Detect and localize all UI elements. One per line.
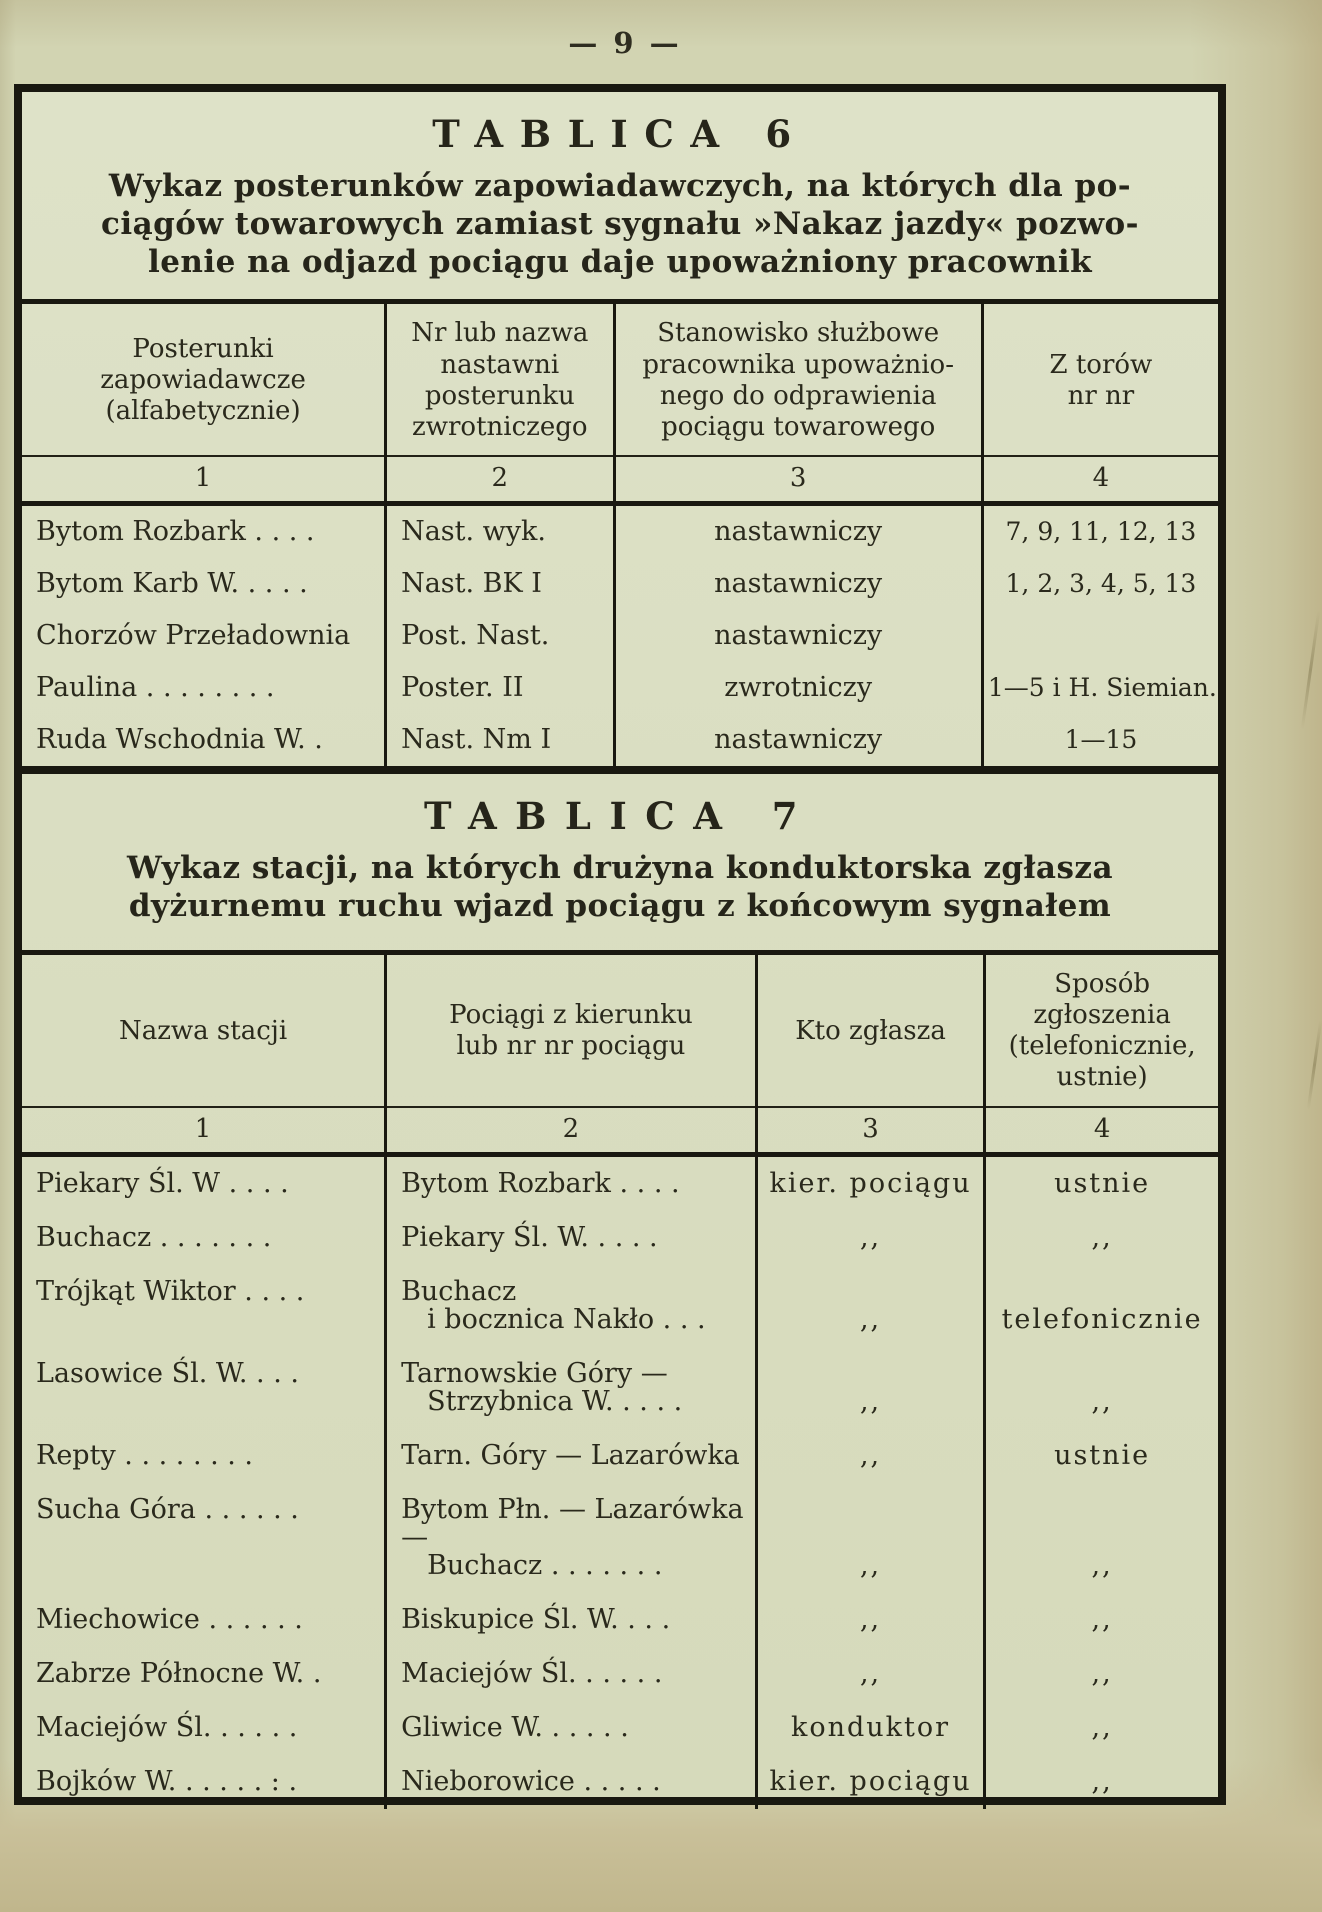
kto-zglasza-cell: kier. pociągu xyxy=(756,1154,984,1211)
sposob-cell: ustnie xyxy=(1054,1167,1151,1199)
paper-crease xyxy=(1307,1020,1322,1110)
table6-row xyxy=(22,714,1218,770)
table6-row xyxy=(22,558,1218,610)
sposob-cell: ,, xyxy=(1091,1385,1113,1417)
stacja-cell: Sucha Góra . . . . . . xyxy=(22,1483,386,1593)
sposob-cell: ,, xyxy=(1091,1765,1113,1797)
pociagi-cell: Tarnowskie Góry — Strzybnica W. . . . . xyxy=(386,1347,757,1429)
tory-cell: 7, 9, 11, 12, 13 xyxy=(1005,517,1197,547)
table7-row xyxy=(22,1483,1218,1593)
table7-subtitle-line: dyżurnemu ruchu wjazd pociągu z końcowym sygnałem xyxy=(128,888,1112,924)
table6-subtitle-line: lenie na odjazd pociągu daje upoważniony pracownik xyxy=(147,243,1093,280)
nastawnia-cell: Poster. II xyxy=(386,662,614,714)
document-frame xyxy=(14,84,1226,1805)
pociagi-cell: Nieborowice . . . . . xyxy=(386,1755,757,1809)
table6 xyxy=(22,299,1218,774)
table6-row xyxy=(22,662,1218,714)
sposob-cell: ,, xyxy=(1091,1603,1113,1635)
pociagi-cell: Tarn. Góry — Lazarówka xyxy=(386,1429,757,1483)
kto-zglasza-cell: ,, xyxy=(756,1593,984,1647)
table6-header-posterunki: Posterunki zapowiadawcze (alfabetycznie) xyxy=(22,302,386,456)
table7-row xyxy=(22,1701,1218,1755)
table6-title: TABLICA 6 xyxy=(432,112,808,156)
stacja-cell: Lasowice Śl. W. . . . xyxy=(22,1347,386,1429)
table7-header-kto: Kto zgłasza xyxy=(756,952,984,1106)
table7-row xyxy=(22,1265,1218,1347)
sposob-cell: ,, xyxy=(1091,1657,1113,1689)
sposob-cell: ,, xyxy=(1091,1221,1113,1253)
stacja-cell: Miechowice . . . . . . xyxy=(22,1593,386,1647)
kto-zglasza-cell: kier. pociągu xyxy=(756,1755,984,1809)
stanowisko-cell: nastawniczy xyxy=(614,504,982,559)
posterunek-cell: Bytom Rozbark . . . . xyxy=(22,504,386,559)
pociagi-cell: Bytom Rozbark . . . . xyxy=(386,1154,757,1211)
table7-subtitle xyxy=(22,850,1218,926)
pociagi-cell: Gliwice W. . . . . . xyxy=(386,1701,757,1755)
stanowisko-cell: nastawniczy xyxy=(614,610,982,662)
stacja-cell: Bojków W. . . . . . : . xyxy=(22,1755,386,1809)
table6-header-tory: Z torów nr nr xyxy=(982,302,1218,456)
pociagi-cell: Biskupice Śl. W. . . . xyxy=(386,1593,757,1647)
kto-zglasza-cell: ,, xyxy=(756,1265,984,1347)
sposob-cell: ,, xyxy=(1091,1549,1113,1581)
table7-column-numbers: 1 2 3 4 xyxy=(22,1107,1218,1155)
sposob-cell: ,, xyxy=(1091,1711,1113,1743)
sposob-cell: telefonicznie xyxy=(1001,1303,1203,1335)
pociagi-cell: Bytom Płn. — Lazarówka — Buchacz . . . . . . . xyxy=(386,1483,757,1593)
kto-zglasza-cell: konduktor xyxy=(756,1701,984,1755)
table7-row xyxy=(22,1347,1218,1429)
nastawnia-cell: Nast. wyk. xyxy=(386,504,614,559)
nastawnia-cell: Nast. BK I xyxy=(386,558,614,610)
posterunek-cell: Bytom Karb W. . . . . xyxy=(22,558,386,610)
table7-row xyxy=(22,1593,1218,1647)
nastawnia-cell: Nast. Nm I xyxy=(386,714,614,770)
tory-cell xyxy=(982,610,1218,662)
page-number: — 9 — xyxy=(568,26,682,60)
stacja-cell: Piekary Śl. W . . . . xyxy=(22,1154,386,1211)
tory-cell: 1—5 i H. Siemian. xyxy=(987,673,1217,703)
table7-row xyxy=(22,1429,1218,1483)
stacja-cell: Zabrze Północne W. . xyxy=(22,1647,386,1701)
paper-crease xyxy=(1301,610,1321,729)
sposob-cell: ustnie xyxy=(1054,1439,1151,1471)
kto-zglasza-cell: ,, xyxy=(756,1429,984,1483)
table7-row xyxy=(22,1211,1218,1265)
posterunek-cell: Paulina . . . . . . . . xyxy=(22,662,386,714)
table7-header-pociagi: Pociągi z kierunku lub nr nr pociągu xyxy=(386,952,757,1106)
table7-header-stacja: Nazwa stacji xyxy=(22,952,386,1106)
table6-subtitle-line: ciągów towarowych zamiast sygnału »Nakaz jazdy« pozwo- xyxy=(100,205,1139,242)
stanowisko-cell: zwrotniczy xyxy=(614,662,982,714)
kto-zglasza-cell: ,, xyxy=(756,1211,984,1265)
table6-header-stanowisko: Stanowisko służbowe pracownika upoważnio- nego do odprawienia pociągu towarowego xyxy=(614,302,982,456)
table6-row xyxy=(22,504,1218,559)
table6-row xyxy=(22,610,1218,662)
table7-subtitle-line: Wykaz stacji, na których drużyna konduktorska zgłasza xyxy=(126,850,1114,887)
posterunek-cell: Ruda Wschodnia W. . xyxy=(22,714,386,770)
table7 xyxy=(22,950,1218,1809)
tory-cell: 1, 2, 3, 4, 5, 13 xyxy=(1005,569,1197,599)
table6-subtitle-line: Wykaz posterunków zapowiadawczych, na których dla po- xyxy=(108,168,1132,204)
tory-cell: 1—15 xyxy=(1064,725,1138,755)
table7-row xyxy=(22,1755,1218,1809)
stacja-cell: Trójkąt Wiktor . . . . xyxy=(22,1265,386,1347)
table6-header-nastawnia: Nr lub nazwa nastawni posterunku zwrotniczego xyxy=(386,302,614,456)
stacja-cell: Buchacz . . . . . . . xyxy=(22,1211,386,1265)
stanowisko-cell: nastawniczy xyxy=(614,558,982,610)
kto-zglasza-cell: ,, xyxy=(756,1347,984,1429)
table6-subtitle xyxy=(22,168,1218,281)
pociagi-cell: Piekary Śl. W. . . . . xyxy=(386,1211,757,1265)
kto-zglasza-cell: ,, xyxy=(756,1647,984,1701)
table6-column-numbers: 1 2 3 4 xyxy=(22,456,1218,504)
table7-row xyxy=(22,1647,1218,1701)
table7-title: TABLICA 7 xyxy=(423,794,817,839)
table7-header-sposob: Sposób zgłoszenia (telefonicznie, ustnie) xyxy=(985,952,1218,1106)
pociagi-cell: Buchacz i bocznica Nakło . . . xyxy=(386,1265,757,1347)
table7-row xyxy=(22,1154,1218,1211)
nastawnia-cell: Post. Nast. xyxy=(386,610,614,662)
stanowisko-cell: nastawniczy xyxy=(614,714,982,770)
stacja-cell: Repty . . . . . . . . xyxy=(22,1429,386,1483)
pociagi-cell: Maciejów Śl. . . . . . xyxy=(386,1647,757,1701)
kto-zglasza-cell: ,, xyxy=(756,1483,984,1593)
table6-header-row xyxy=(22,302,1218,456)
table7-header-row xyxy=(22,952,1218,1106)
stacja-cell: Maciejów Śl. . . . . . xyxy=(22,1701,386,1755)
posterunek-cell: Chorzów Przeładownia xyxy=(22,610,386,662)
